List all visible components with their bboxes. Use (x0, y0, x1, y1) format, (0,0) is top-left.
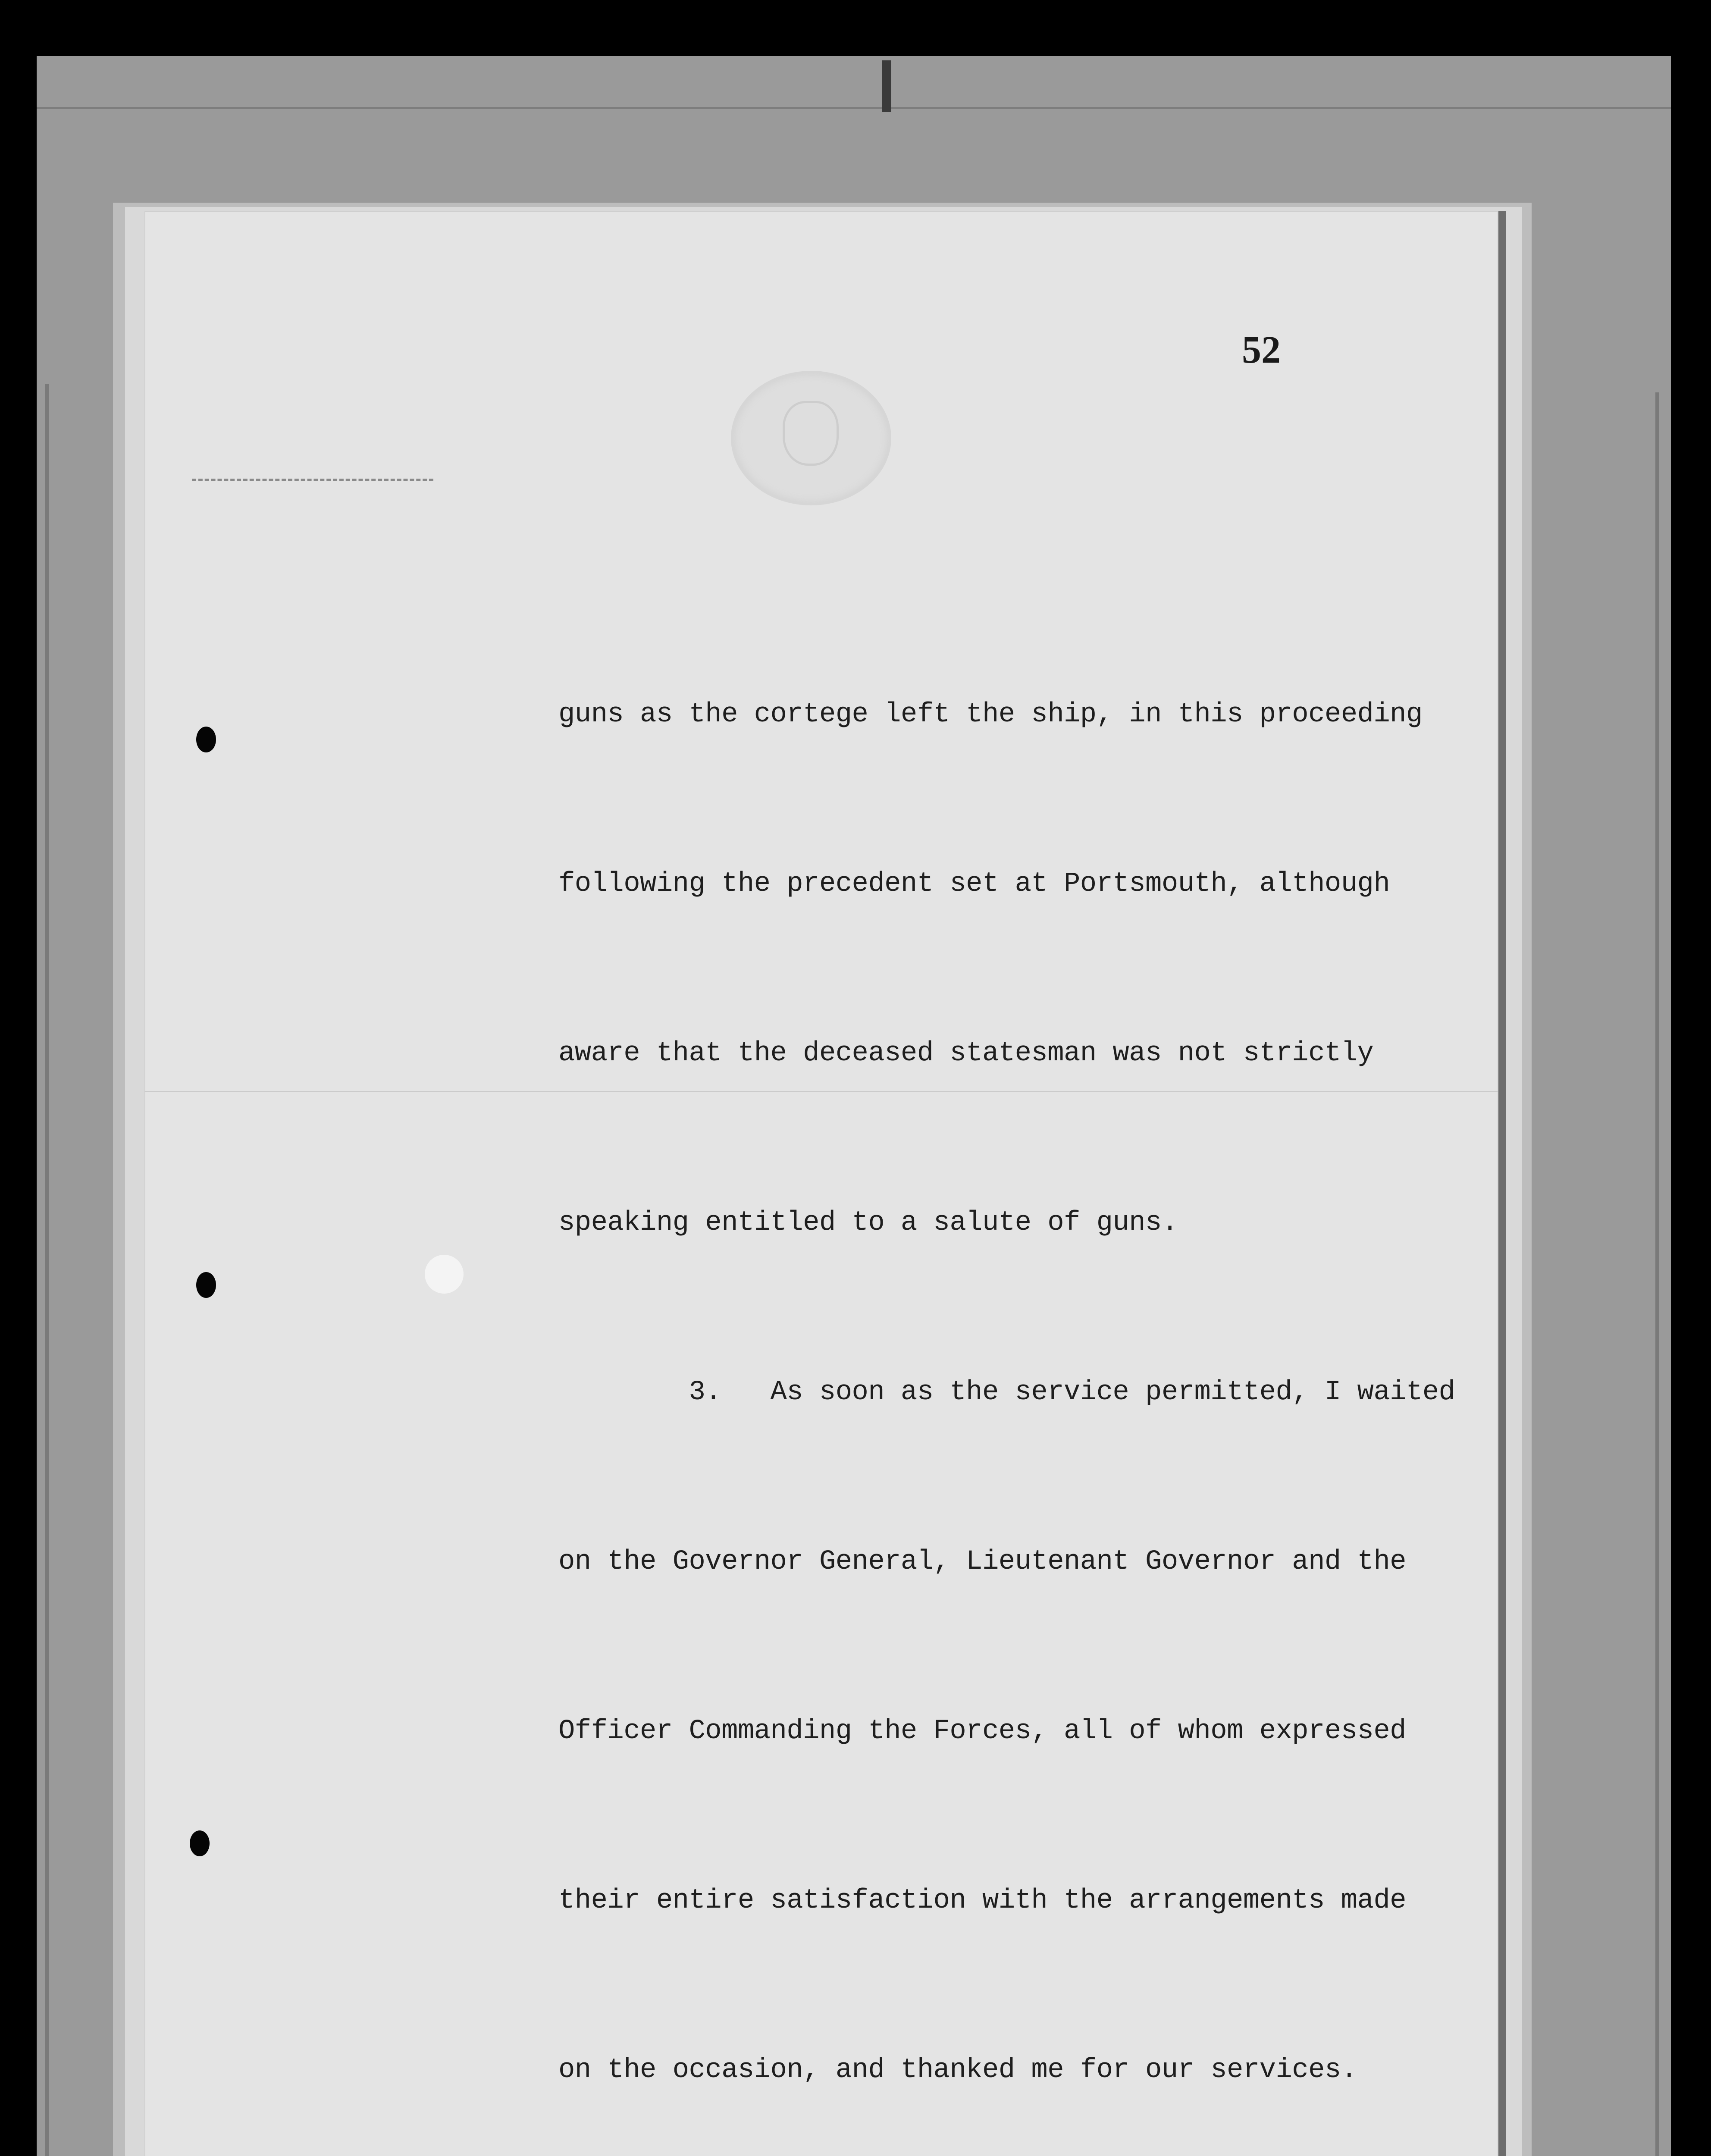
board-right-edge (1655, 392, 1659, 2156)
text-line: on the Governor General, Lieutenant Governor and the (558, 1546, 1406, 1577)
board-top-rule (37, 107, 1671, 109)
text-line: Officer Commanding the Forces, all of whom expressed (558, 1716, 1406, 1747)
board-left-edge (45, 384, 49, 2156)
hole-punch (190, 1830, 210, 1856)
page-number: 52 (1242, 329, 1281, 371)
text-line: speaking entitled to a salute of guns. (558, 1207, 1178, 1238)
document-page (144, 211, 1506, 2156)
letter-body (558, 573, 1455, 2156)
text-line: aware that the deceased statesman was not strictly (558, 1038, 1374, 1069)
text-line: guns as the cortege left the ship, in this proceeding (558, 699, 1423, 730)
seal-crest-icon (783, 401, 839, 466)
hole-punch (196, 1272, 216, 1298)
perforation-line (192, 479, 433, 481)
text-line: their entire satisfaction with the arrangements made (558, 1885, 1406, 1916)
text-line: on the occasion, and thanked me for our services. (558, 2055, 1357, 2086)
paper-blot (425, 1255, 464, 1294)
text-line: following the precedent set at Portsmouth, although (558, 868, 1390, 899)
text-line: 3. As soon as the service permitted, I waited (558, 1377, 1455, 1408)
hole-punch (196, 727, 216, 752)
top-clip (882, 60, 891, 112)
